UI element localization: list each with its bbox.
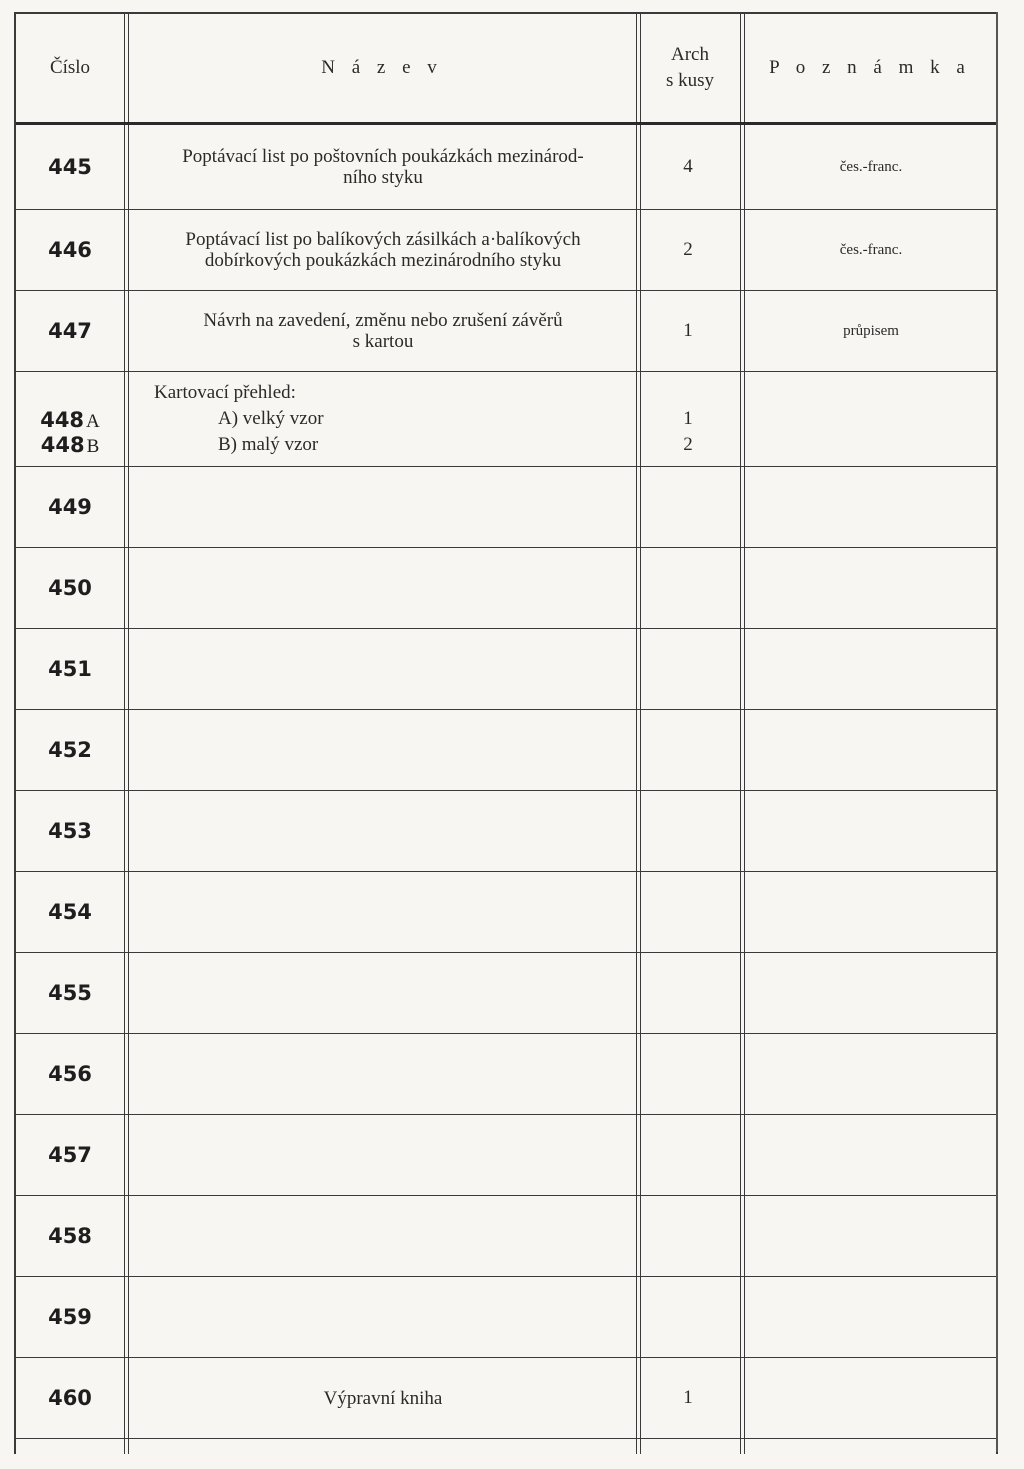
row-name — [134, 125, 632, 209]
row-count-b: 2 — [683, 434, 693, 455]
row-number — [16, 372, 124, 466]
row-name-lead: Kartovací přehled: — [154, 382, 296, 403]
row-note: čes.-franc. — [839, 241, 903, 258]
table-row — [16, 1196, 996, 1277]
table-row — [16, 953, 996, 1034]
row-number: 446 — [48, 238, 92, 262]
row-number: 447 — [48, 319, 92, 343]
row-name — [134, 210, 632, 290]
table-row — [16, 372, 996, 467]
row-name — [134, 291, 632, 371]
table-row — [16, 125, 996, 210]
row-note: průpisem — [843, 322, 899, 339]
row-number-a: 448 A — [40, 408, 100, 432]
row-count-a: 1 — [683, 408, 693, 429]
row-name-line: Návrh na zavedení, změnu nebo zrušení závěrů — [203, 310, 563, 331]
row-name-item-b: B) malý vzor — [218, 434, 319, 455]
header-arch-line2: s kusy — [665, 70, 715, 91]
row-name-line: ního styku — [343, 167, 423, 188]
row-name — [134, 372, 632, 466]
row-number: 445 — [48, 155, 92, 179]
row-name-line: Poptávací list po poštovních poukázkách mezinárod- — [182, 146, 584, 167]
row-count — [640, 372, 736, 466]
row-number: 452 — [48, 738, 92, 762]
row-name-line: Poptávací list po balíkových zásilkách a·balíkových — [185, 229, 581, 250]
row-number: 454 — [48, 900, 92, 924]
table-row — [16, 1358, 996, 1439]
row-count: 1 — [683, 320, 693, 341]
table-row — [16, 791, 996, 872]
header-cislo: Číslo — [49, 57, 91, 78]
header-arch — [640, 14, 740, 122]
row-number: 450 — [48, 576, 92, 600]
row-count: 4 — [683, 156, 693, 177]
table-row — [16, 210, 996, 291]
row-note — [746, 372, 996, 466]
table-header — [16, 14, 996, 125]
row-name: Výpravní kniha — [323, 1387, 443, 1409]
row-number: 460 — [48, 1386, 92, 1410]
row-name-line: dobírkových poukázkách mezinárodního styku — [204, 250, 562, 271]
row-number: 459 — [48, 1305, 92, 1329]
table-row — [16, 1034, 996, 1115]
row-name-item-a: A) velký vzor — [218, 408, 324, 429]
row-number: 456 — [48, 1062, 92, 1086]
row-note: čes.-franc. — [839, 158, 903, 175]
form-table — [14, 12, 998, 1454]
row-number: 449 — [48, 495, 92, 519]
page-edge-rule — [996, 12, 998, 1452]
table-row — [16, 1115, 996, 1196]
table-row — [16, 291, 996, 372]
table-row — [16, 629, 996, 710]
table-row — [16, 467, 996, 548]
table-row — [16, 872, 996, 953]
row-number: 453 — [48, 819, 92, 843]
row-number: 457 — [48, 1143, 92, 1167]
row-number: 451 — [48, 657, 92, 681]
row-name-line: s kartou — [352, 331, 414, 352]
row-number: 455 — [48, 981, 92, 1005]
header-poznamka: P o z n á m k a — [769, 57, 971, 78]
sub-list — [134, 380, 632, 458]
table-row — [16, 710, 996, 791]
table-row — [16, 548, 996, 629]
row-count: 1 — [683, 1387, 693, 1408]
table-row — [16, 1277, 996, 1358]
header-arch-line1: Arch — [671, 44, 709, 65]
row-count: 2 — [683, 239, 693, 260]
row-number: 458 — [48, 1224, 92, 1248]
row-number-b: 448 B — [40, 433, 100, 457]
header-nazev: N á z e v — [321, 57, 443, 78]
